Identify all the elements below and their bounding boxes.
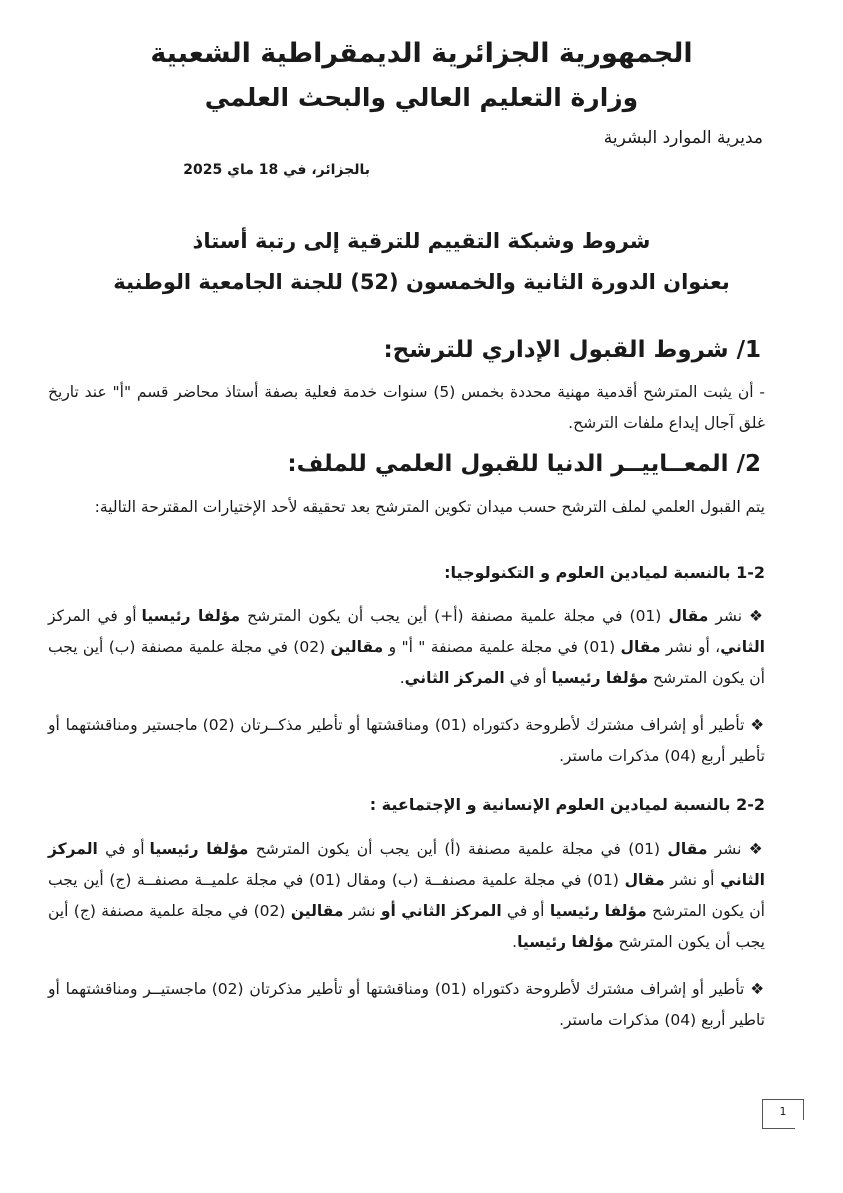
subsection-2-2-heading: 2-2 بالنسبة لميادين العلوم الإنسانية و الإجتماعية : <box>369 795 765 814</box>
subsection-2-2-bullet-2: ❖ تأطير أو إشراف مشترك لأطروحة دكتوراه (01) ومناقشتها أو تأطير مذكرتان (02) ماجستيــر ومناقشتهما أو تاطير أربع (04) مذكرات ماستر. <box>48 980 765 1029</box>
subsection-2-1-heading: 1-2 بالنسبة لميادين العلوم و التكنولوجيا: <box>444 563 765 582</box>
subsection-2-1-bullet-2: ❖ تأطير أو إشراف مشترك لأطروحة دكتوراه (01) ومناقشتها أو تأطير مذكــرتان (02) ماجستير ومناقشتهما أو تأطير أربع (04) مذكرات ماستر. <box>48 716 766 765</box>
ministry-heading: وزارة التعليم العالي والبحث العلمي <box>204 83 639 112</box>
republic-heading: الجمهورية الجزائرية الديمقراطية الشعبية <box>150 38 693 69</box>
page-number-box <box>762 1099 804 1129</box>
document-subtitle: بعنوان الدورة الثانية والخمسون (52) للجنة الجامعية الوطنية <box>113 270 730 294</box>
directorate-label: مديرية الموارد البشرية <box>603 128 763 148</box>
section-2-heading: 2/ المعــاييــر الدنيا للقبول العلمي للملف: <box>287 451 761 477</box>
page-number: 1 <box>779 1105 787 1118</box>
section-1-heading: 1/ شروط القبول الإداري للترشح: <box>383 337 761 363</box>
document-title: شروط وشبكة التقييم للترقية إلى رتبة أستاذ <box>192 229 651 253</box>
subsection-2-2-bullet-1: ❖ نشر مقال (01) في مجلة علمية مصنفة (أ) أين يجب أن يكون المترشح مؤلفا رئيسيا أو في المركز الثاني أو نشر مقال (01) في مجلة علمية مصنفــة (ب) ومقال (01) في مجلة علميــة مصنفــة (ج) أين يجب أن يكون المترشح مؤلفا رئيسيا أو في المركز الثاني أو نشر مقالين (02) في مجلة علمية مصنفة (ج) أين يجب أن يكون المترشح مؤلفا رئيسيا. <box>48 840 766 951</box>
page-corner-fold <box>795 1120 804 1129</box>
subsection-2-1-bullet-1: ❖ نشر مقال (01) في مجلة علمية مصنفة (أ+) أين يجب أن يكون المترشح مؤلفا رئيسيا أو في المركز الثاني، أو نشر مقال (01) في مجلة علمية مصنفة " أ" و مقالين (02) في مجلة علمية مصنفة (ب) أين يجب أن يكون المترشح مؤلفا رئيسيا أو في المركز الثاني. <box>48 607 766 687</box>
section-2-intro: يتم القبول العلمي لملف الترشح حسب ميدان تكوين المترشح بعد تحقيقه لأحد الإختيارات المقترحة التالية: <box>94 498 765 516</box>
section-1-text: - أن يثبت المترشح أقدمية مهنية محددة بخمس (5) سنوات خدمة فعلية بصفة أستاذ محاضر قسم "أ" عند تاريخ غلق آجال إيداع ملفات الترشح. <box>48 383 765 432</box>
date-line: بالجزائر، في 18 ماي 2025 <box>183 162 370 178</box>
